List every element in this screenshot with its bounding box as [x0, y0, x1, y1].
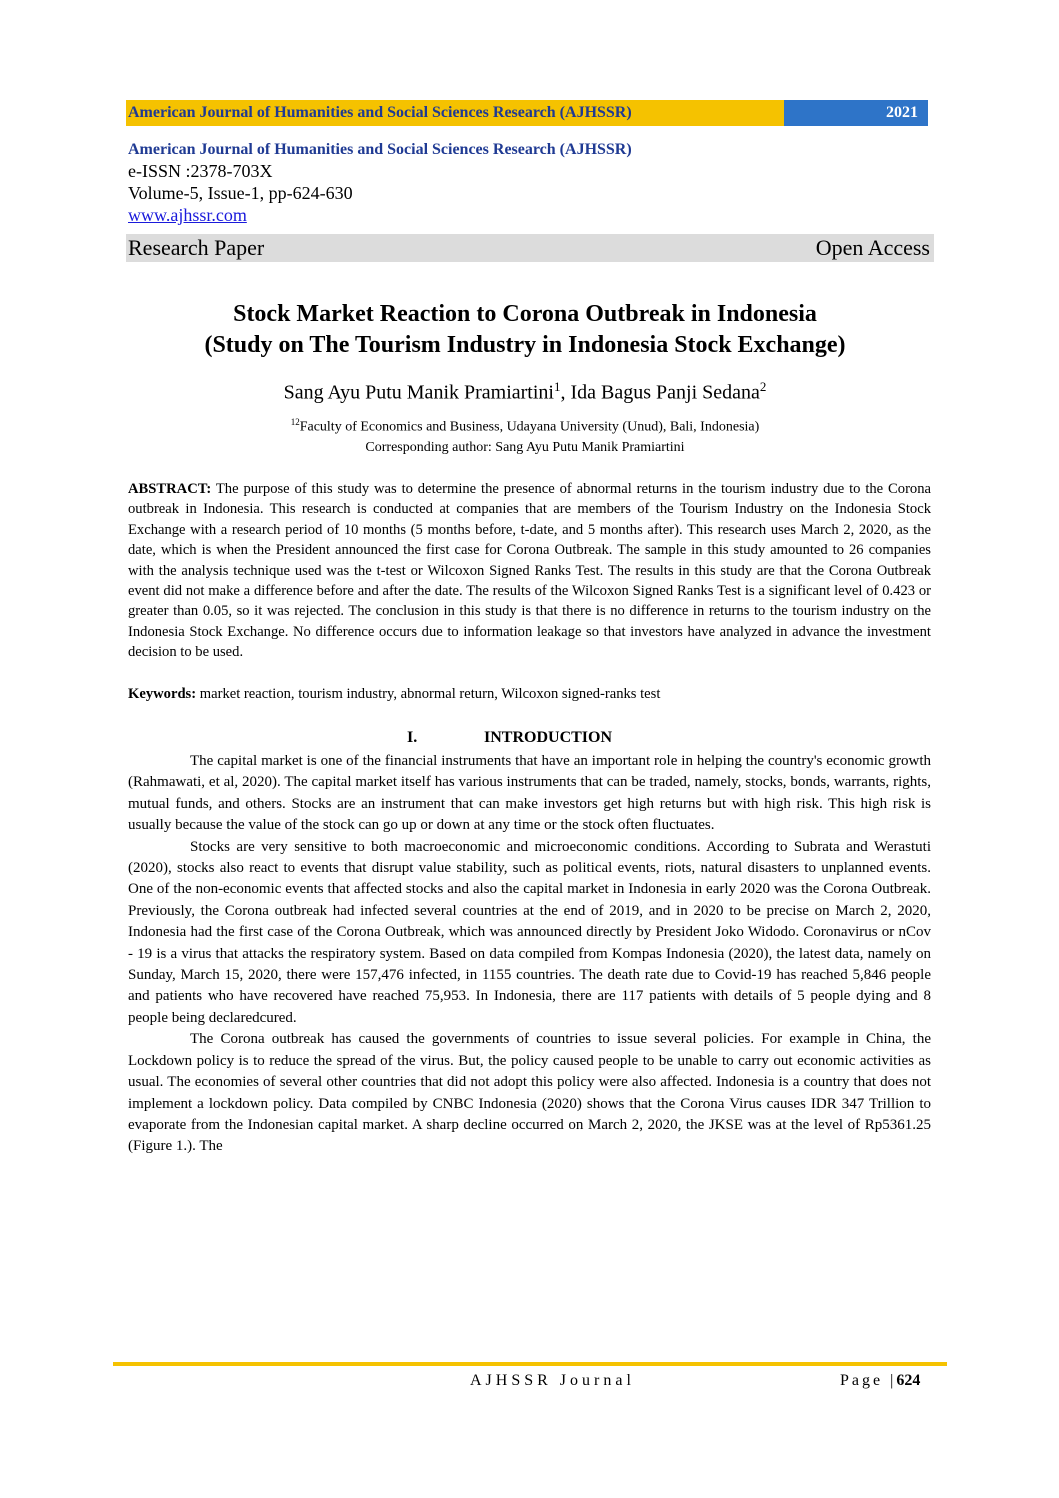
section-name: INTRODUCTION	[484, 729, 613, 746]
affiliation: Faculty of Economics and Business, Udayana University (Unud), Bali, Indonesia)	[299, 419, 760, 435]
paragraph: The capital market is one of the financial instruments that have an important role in helping the country's economic growth (Rahmawati, et al, 2020). The capital market itself has various instruments that can be traded, namely, stocks, bonds, warrants, rights, mutual funds, and others. Stocks are an instrument that can make investors get high returns but with high risk. This high risk is usually because the value of the stock can go up or down at any time or the stock often fluctuates.	[128, 753, 931, 834]
affiliation-block	[100, 412, 950, 458]
paper-title	[100, 299, 950, 361]
running-header-year: 2021	[784, 100, 928, 126]
footer-page-label: Page |	[840, 1372, 897, 1389]
footer-page	[840, 1372, 920, 1390]
introduction-body	[128, 751, 931, 1158]
access-type: Open Access	[815, 235, 930, 260]
paper-type-bar	[126, 234, 934, 262]
author-2: Ida Bagus Panji Sedana	[570, 381, 760, 404]
abstract	[128, 479, 931, 663]
footer-page-number: 624	[896, 1372, 921, 1389]
author-list	[100, 375, 950, 405]
journal-website-link[interactable]: www.ajhssr.com	[128, 205, 247, 225]
affiliation-superscript: 12	[290, 417, 300, 427]
author-separator: ,	[560, 381, 571, 404]
running-header	[126, 100, 928, 126]
keywords-label: Keywords:	[128, 686, 197, 702]
journal-volume: Volume-5, Issue-1, pp-624-630	[128, 183, 353, 203]
paper-title-line-2: (Study on The Tourism Industry in Indonesia Stock Exchange)	[204, 332, 846, 358]
journal-issn: e-ISSN :2378-703X	[128, 161, 273, 181]
author-2-superscript: 2	[759, 379, 767, 394]
paragraph: The Corona outbreak has caused the governments of countries to issue several policies. For example in China, the Lockdown policy is to reduce the spread of the virus. But, the policy caused people to be unable to carry out economic activities as usual. The economies of several other countries that did not adopt this policy were also affected. Indonesia is a country that does not implement a lockdown policy. Data compiled by CNBC Indonesia (2020) shows that the Corona Virus causes IDR 347 Trillion to evaporate from the Indonesian capital market. A sharp decline occurred on March 2, 2020, the JKSE was at the level of Rp5361.25 (Figure 1.). The	[128, 1031, 931, 1155]
author-1: Sang Ayu Putu Manik Pramiartini	[283, 381, 554, 404]
footer-journal: AJHSSR Journal	[470, 1372, 635, 1389]
author-1-superscript: 1	[553, 379, 561, 394]
paper-title-line-1: Stock Market Reaction to Corona Outbreak in Indonesia	[233, 301, 817, 327]
journal-info	[128, 140, 928, 226]
keywords	[128, 684, 931, 704]
corresponding-author: Corresponding author: Sang Ayu Putu Manik Pramiartini	[365, 439, 685, 455]
abstract-text: The purpose of this study was to determine the presence of abnormal returns in the tourism industry due to the Corona outbreak in Indonesia. This research is conducted at companies that are members of the Tourism Industry on the Indonesia Stock Exchange with a research period of 10 months (5 months before, t-date, and 5 months after). This research uses March 2, 2020, as the date, which is when the President announced the first case for Corona Outbreak. The sample in this study amounted to 26 companies with the analysis technique used was the t-test or Wilcoxon Signed Ranks Test. The results in this study are that the Corona Outbreak event did not make a difference before and after the date. The results of the Wilcoxon Signed Ranks Test is a significant level of 0.423 or greater than 0.05, so it was rejected. The conclusion in this study is that there is no difference in returns to the tourism industry on the Indonesia Stock Exchange. No difference occurs due to information leakage so that investors have analyzed in advance the investment decision to be used.	[128, 481, 931, 661]
paragraph: Stocks are very sensitive to both macroeconomic and microeconomic conditions. According to Subrata and Werastuti (2020), stocks also react to events that disrupt value stability, such as political events, riots, natural disasters to unplanned events. One of the non-economic events that affected stocks and also the capital market in Indonesia in early 2020 was the Corona Outbreak. Previously, the Corona outbreak had infected several countries at the end of 2019, and in 2020 to be precise on March 2, 2020, Indonesia had the first case of the Corona Outbreak, which was announced directly by President Joko Widodo. Coronavirus or nCov - 19 is a virus that attacks the respiratory system. Based on data compiled from Kompas Indonesia (2020), the latest data, namely on Sunday, March 15, 2020, there were 157,476 infected, in 1155 countries. The death rate due to Covid-19 has reached 5,846 people and patients who have recovered have reached 75,953. In Indonesia, there are 117 patients with details of 5 people dying and 8 people being declaredcured.	[128, 838, 931, 1026]
journal-name: American Journal of Humanities and Social Sciences Research (AJHSSR)	[128, 141, 632, 158]
paper-type: Research Paper	[128, 235, 265, 260]
footer-rule	[113, 1362, 947, 1366]
keywords-text: market reaction, tourism industry, abnormal return, Wilcoxon signed-ranks test	[196, 686, 661, 702]
abstract-label: ABSTRACT:	[128, 481, 212, 497]
running-header-journal: American Journal of Humanities and Social Sciences Research (AJHSSR)	[126, 100, 784, 126]
section-number: I.	[407, 729, 418, 746]
